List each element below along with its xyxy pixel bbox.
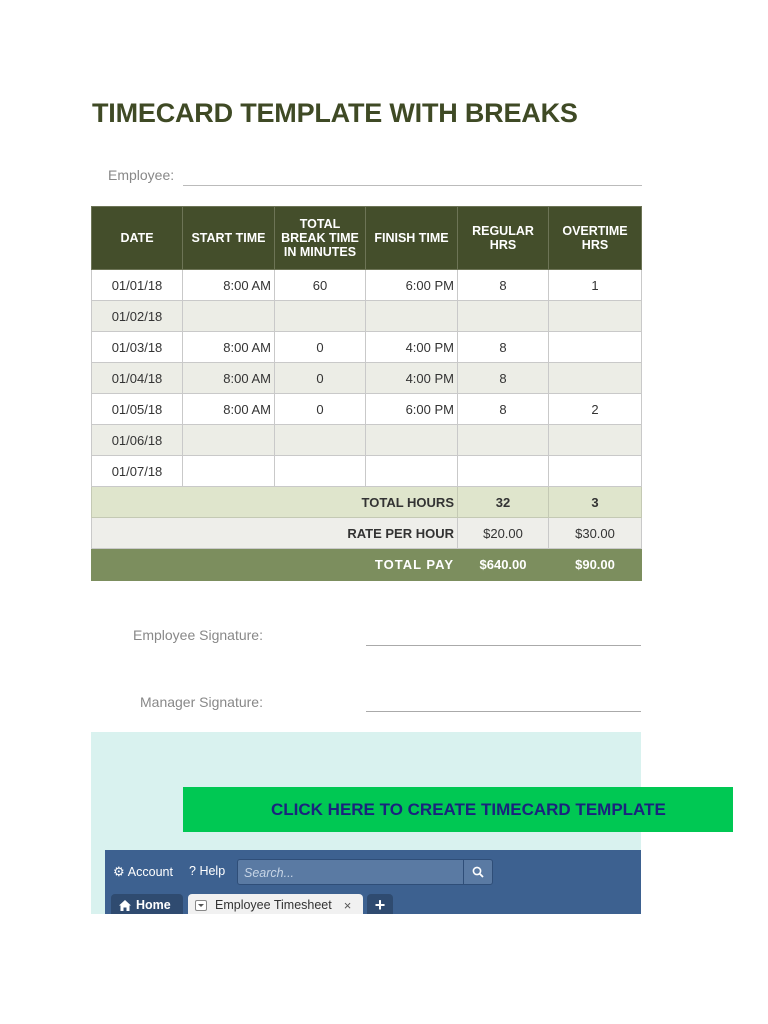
- cell-regular[interactable]: [458, 301, 549, 332]
- cell-finish[interactable]: [366, 425, 458, 456]
- manager-signature-label: Manager Signature:: [140, 694, 263, 710]
- cell-overtime[interactable]: [549, 301, 642, 332]
- cell-overtime[interactable]: 2: [549, 394, 642, 425]
- cell-overtime[interactable]: 1: [549, 270, 642, 301]
- plus-icon: +: [374, 894, 386, 914]
- cell-finish[interactable]: 6:00 PM: [366, 394, 458, 425]
- total-pay-row: [92, 549, 642, 581]
- overtime-pay: $90.00: [549, 549, 642, 581]
- rate-label: RATE PER HOUR: [92, 518, 458, 549]
- cell-overtime[interactable]: [549, 363, 642, 394]
- table-row: [92, 301, 642, 332]
- header-regular-hrs: REGULAR HRS: [458, 207, 549, 270]
- table-row: [92, 456, 642, 487]
- page-title: TIMECARD TEMPLATE WITH BREAKS: [92, 98, 578, 128]
- gear-icon: ⚙: [113, 864, 125, 879]
- create-template-button[interactable]: [183, 787, 733, 832]
- table-row: [92, 363, 642, 394]
- cell-start[interactable]: [183, 301, 275, 332]
- cell-finish[interactable]: [366, 456, 458, 487]
- help-link[interactable]: ? Help: [189, 864, 226, 878]
- cell-break[interactable]: 0: [275, 394, 366, 425]
- cell-finish[interactable]: [366, 301, 458, 332]
- tab-home[interactable]: Home: [111, 894, 183, 914]
- search-button[interactable]: [463, 860, 492, 884]
- cell-regular[interactable]: 8: [458, 270, 549, 301]
- cell-start[interactable]: [183, 456, 275, 487]
- employee-signature-label: Employee Signature:: [133, 627, 263, 643]
- table-header-row: [92, 207, 642, 270]
- cell-start[interactable]: 8:00 AM: [183, 332, 275, 363]
- cell-regular[interactable]: 8: [458, 394, 549, 425]
- rate-row: [92, 518, 642, 549]
- cell-start[interactable]: 8:00 AM: [183, 363, 275, 394]
- search-box: [237, 859, 493, 885]
- cell-break[interactable]: 0: [275, 332, 366, 363]
- cell-break[interactable]: 60: [275, 270, 366, 301]
- cell-regular[interactable]: 8: [458, 363, 549, 394]
- cell-overtime[interactable]: [549, 456, 642, 487]
- app-tabs: [105, 894, 641, 914]
- tab-employee-timesheet[interactable]: Employee Timesheet ×: [188, 894, 363, 914]
- regular-rate[interactable]: $20.00: [458, 518, 549, 549]
- overtime-rate[interactable]: $30.00: [549, 518, 642, 549]
- header-break-time: TOTAL BREAK TIME IN MINUTES: [275, 207, 366, 270]
- cell-finish[interactable]: 6:00 PM: [366, 270, 458, 301]
- cell-date[interactable]: 01/05/18: [92, 394, 183, 425]
- cell-finish[interactable]: 4:00 PM: [366, 363, 458, 394]
- cell-regular[interactable]: [458, 456, 549, 487]
- cell-break[interactable]: 0: [275, 363, 366, 394]
- header-date: DATE: [92, 207, 183, 270]
- cell-date[interactable]: 01/02/18: [92, 301, 183, 332]
- table-row: [92, 394, 642, 425]
- close-icon[interactable]: ×: [343, 897, 352, 913]
- employee-signature-field[interactable]: [366, 645, 641, 646]
- manager-signature-field[interactable]: [366, 711, 641, 712]
- account-link[interactable]: ⚙ Account: [113, 864, 173, 879]
- table-row: [92, 270, 642, 301]
- total-overtime-hours: 3: [549, 487, 642, 518]
- cell-break[interactable]: [275, 456, 366, 487]
- cell-break[interactable]: [275, 301, 366, 332]
- regular-pay: $640.00: [458, 549, 549, 581]
- total-pay-label: TOTAL PAY: [92, 549, 458, 581]
- timecard-table: [91, 206, 642, 581]
- question-icon: ?: [189, 864, 196, 878]
- header-overtime-hrs: OVERTIME HRS: [549, 207, 642, 270]
- add-tab-button[interactable]: [367, 894, 393, 914]
- cell-start[interactable]: 8:00 AM: [183, 394, 275, 425]
- employee-field[interactable]: [183, 185, 642, 186]
- search-icon: [472, 866, 484, 878]
- cell-date[interactable]: 01/04/18: [92, 363, 183, 394]
- cell-regular[interactable]: [458, 425, 549, 456]
- employee-label: Employee:: [108, 167, 175, 183]
- home-icon: [119, 900, 131, 911]
- header-finish-time: FINISH TIME: [366, 207, 458, 270]
- cell-date[interactable]: 01/06/18: [92, 425, 183, 456]
- dropdown-icon[interactable]: [195, 900, 207, 911]
- cell-regular[interactable]: 8: [458, 332, 549, 363]
- cell-overtime[interactable]: [549, 425, 642, 456]
- total-hours-row: [92, 487, 642, 518]
- cell-date[interactable]: 01/07/18: [92, 456, 183, 487]
- cell-overtime[interactable]: [549, 332, 642, 363]
- cell-start[interactable]: 8:00 AM: [183, 270, 275, 301]
- header-start-time: START TIME: [183, 207, 275, 270]
- table-row: [92, 425, 642, 456]
- app-toolbar: [105, 850, 641, 892]
- cell-date[interactable]: 01/03/18: [92, 332, 183, 363]
- cell-break[interactable]: [275, 425, 366, 456]
- employee-row: [108, 167, 642, 187]
- table-row: [92, 332, 642, 363]
- cell-start[interactable]: [183, 425, 275, 456]
- cell-finish[interactable]: 4:00 PM: [366, 332, 458, 363]
- create-template-label: CLICK HERE TO CREATE TIMECARD TEMPLATE: [271, 799, 666, 819]
- cell-date[interactable]: 01/01/18: [92, 270, 183, 301]
- search-input[interactable]: [238, 860, 466, 886]
- total-hours-label: TOTAL HOURS: [92, 487, 458, 518]
- app-preview: [105, 850, 641, 914]
- total-regular-hours: 32: [458, 487, 549, 518]
